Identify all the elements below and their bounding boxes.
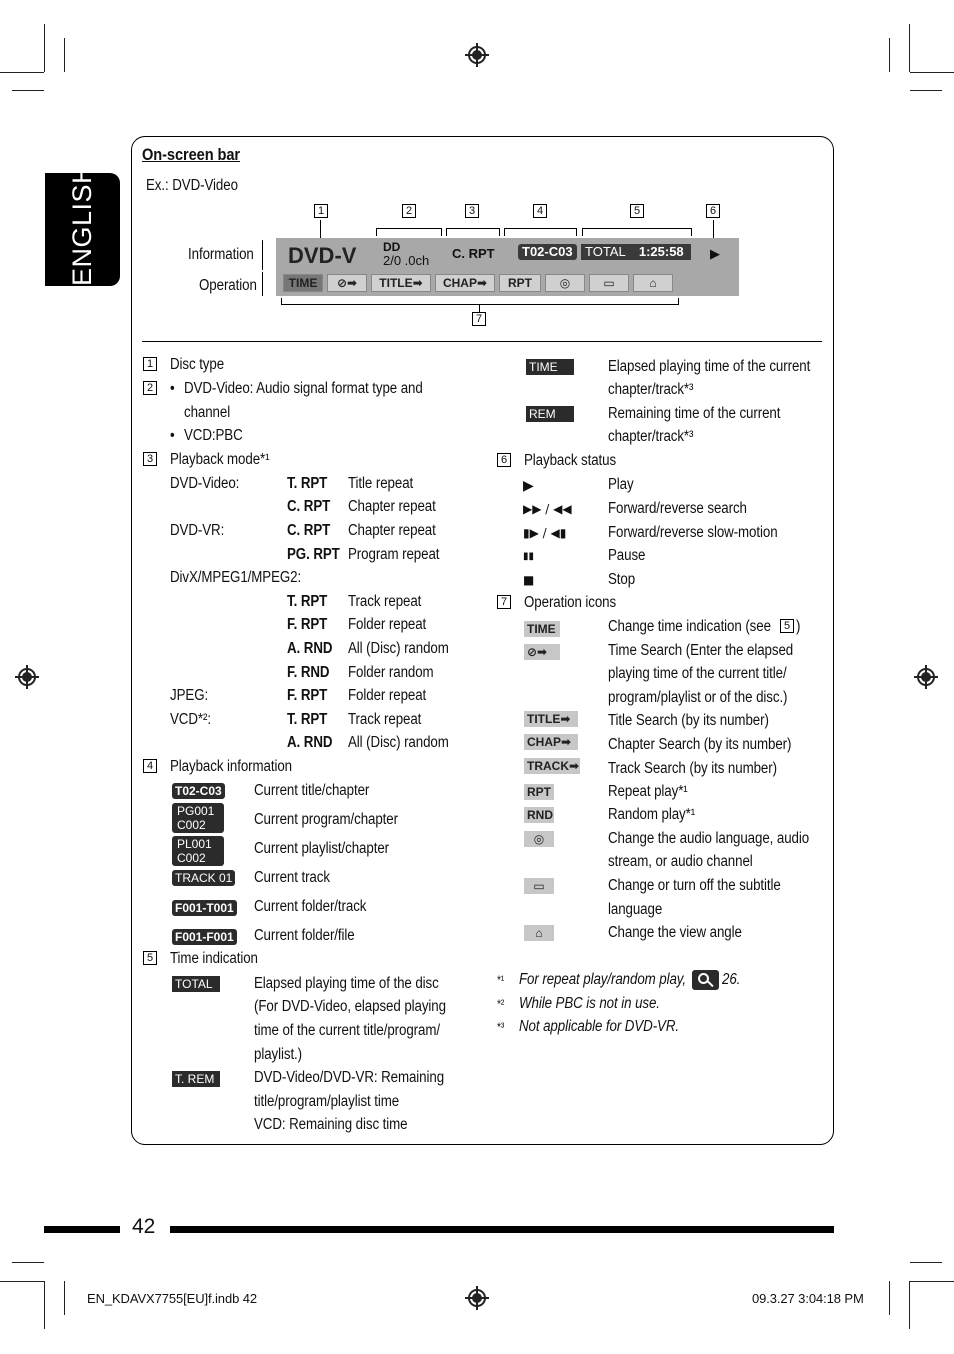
crop-mark xyxy=(909,1281,910,1329)
vcd-pbc-text: VCD:PBC xyxy=(184,427,243,444)
item-number: 4 xyxy=(143,759,157,773)
crop-mark xyxy=(12,1262,44,1263)
playback-info-desc: Current program/chapter xyxy=(254,811,398,828)
op-desc: program/playlist or of the disc.) xyxy=(608,689,788,706)
category-label: VCD*²: xyxy=(170,711,211,728)
category-label: DVD-Video: xyxy=(170,475,240,492)
callout-line xyxy=(281,304,679,305)
callout-6: 6 xyxy=(706,204,720,218)
footer-timestamp: 09.3.27 3:04:18 PM xyxy=(752,1291,864,1306)
footnote-text: While PBC is not in use. xyxy=(519,995,660,1012)
op-desc: Time Search (Enter the elapsed xyxy=(608,642,794,659)
status-desc: Pause xyxy=(608,547,646,564)
callout-line xyxy=(504,228,577,229)
bullet: • xyxy=(170,427,175,444)
crop-mark xyxy=(0,1281,44,1282)
item-number: 7 xyxy=(497,595,511,609)
callout-line xyxy=(479,304,480,312)
crop-mark xyxy=(44,1281,45,1329)
dvd-video-audio-text: channel xyxy=(184,404,231,421)
subtitle-button[interactable]: ▭ xyxy=(589,274,629,292)
crop-mark xyxy=(64,1281,65,1315)
time-indication-label: Time indication xyxy=(170,950,258,967)
mode-code: A. RND xyxy=(287,734,333,751)
playback-info-desc: Current folder/track xyxy=(254,898,367,915)
playback-status-label: Playback status xyxy=(524,452,617,469)
mode-desc: Track repeat xyxy=(348,593,422,610)
mode-code: C. RPT xyxy=(287,522,331,539)
callout-line xyxy=(441,228,442,236)
total-desc: (For DVD-Video, elapsed playing xyxy=(254,998,446,1015)
bracket-line xyxy=(262,240,263,270)
trem-desc: DVD-Video/DVD-VR: Remaining xyxy=(254,1069,445,1086)
status-desc: Stop xyxy=(608,571,636,588)
stop-status-icon: ■ xyxy=(523,573,535,587)
mode-code: T. RPT xyxy=(287,475,328,492)
callout-line xyxy=(582,228,583,236)
callout-5: 5 xyxy=(630,204,644,218)
mode-desc: Chapter repeat xyxy=(348,522,436,539)
category-label: DVD-VR: xyxy=(170,522,225,539)
crop-mark xyxy=(910,1262,942,1263)
osd-audio-logo: DD xyxy=(383,240,401,254)
bullet: • xyxy=(170,380,175,397)
status-desc: Forward/reverse search xyxy=(608,500,747,517)
op-desc: stream, or audio channel xyxy=(608,853,753,870)
pause-status-icon: ▮▮ xyxy=(523,551,535,562)
crop-mark xyxy=(909,24,910,72)
language-tab xyxy=(45,163,120,286)
time-desc: chapter/track*³ xyxy=(608,381,694,398)
footnote-mark: *³ xyxy=(497,1020,505,1034)
playback-info-desc: Current title/chapter xyxy=(254,782,370,799)
random-op-badge: RND xyxy=(524,807,554,823)
playback-info-desc: Current folder/file xyxy=(254,927,355,944)
playback-mode-label: Playback mode*¹ xyxy=(170,451,270,468)
program-chapter-badge xyxy=(172,803,224,833)
angle-button[interactable]: ⌂ xyxy=(633,274,673,292)
osd-playback-mode: C. RPT xyxy=(452,246,495,261)
mode-code: C. RPT xyxy=(287,498,331,515)
section-divider xyxy=(142,341,822,342)
op-desc: Change time indication (see xyxy=(608,618,771,635)
operation-icons-label: Operation icons xyxy=(524,594,617,611)
callout-1: 1 xyxy=(314,204,328,218)
footnote-mark: *¹ xyxy=(497,973,505,987)
mode-desc: Folder random xyxy=(348,664,434,681)
callout-line xyxy=(281,298,282,305)
mode-code: T. RPT xyxy=(287,711,328,728)
callout-line xyxy=(499,228,500,236)
callout-line xyxy=(582,228,692,229)
total-desc: playlist.) xyxy=(254,1046,303,1063)
registration-mark-icon xyxy=(465,1286,489,1310)
callout-line xyxy=(376,228,377,236)
page-bar xyxy=(44,1226,120,1233)
track-badge: TRACK 01 xyxy=(172,870,235,886)
time-button[interactable]: TIME xyxy=(283,274,323,292)
mode-code: F. RND xyxy=(287,664,330,681)
mode-code: PG. RPT xyxy=(287,546,340,563)
op-desc: Track Search (by its number) xyxy=(608,760,777,777)
op-desc: language xyxy=(608,901,663,918)
crop-mark xyxy=(0,72,44,73)
item-number: 6 xyxy=(497,453,511,467)
time-badge: TIME xyxy=(526,359,574,375)
angle-op-icon: ⌂ xyxy=(524,925,554,941)
op-desc: playing time of the current title/ xyxy=(608,665,787,682)
callout-line xyxy=(446,228,500,229)
page-number: 42 xyxy=(132,1215,156,1238)
subtitle-op-icon: ▭ xyxy=(524,878,554,894)
footnote-text: Not applicable for DVD-VR. xyxy=(519,1018,680,1035)
callout-line xyxy=(320,220,321,238)
crop-mark xyxy=(44,24,45,72)
bracket-line xyxy=(262,272,263,296)
callout-3: 3 xyxy=(465,204,479,218)
audio-button[interactable]: ◎ xyxy=(545,274,585,292)
footnote-ref: 26. xyxy=(722,971,741,988)
badge-line: C002 xyxy=(177,818,206,832)
mode-code: F. RPT xyxy=(287,616,328,633)
op-desc: Repeat play*¹ xyxy=(608,783,688,800)
page-bar xyxy=(170,1226,834,1233)
crop-mark xyxy=(12,90,44,91)
callout-line xyxy=(446,228,447,236)
osd-disc-type: DVD-V xyxy=(288,243,357,268)
mode-desc: Track repeat xyxy=(348,711,422,728)
badge-line: PG001 xyxy=(177,804,215,818)
item-number: 5 xyxy=(143,951,157,965)
status-desc: Forward/reverse slow-motion xyxy=(608,524,778,541)
language-label: ENGLISH xyxy=(67,163,97,286)
callout-7: 7 xyxy=(472,312,486,326)
total-badge: TOTAL xyxy=(172,976,220,992)
title-chapter-badge: T02-C03 xyxy=(172,783,225,799)
item-number: 3 xyxy=(143,452,157,466)
play-status-icon: ▶ xyxy=(523,478,534,494)
time-search-op-badge: ⊘➡ xyxy=(524,644,560,660)
operation-label: Operation xyxy=(199,277,257,294)
play-icon: ▶ xyxy=(710,246,720,261)
callout-line xyxy=(678,298,679,305)
badge-line: PL001 xyxy=(177,837,212,851)
crop-mark xyxy=(889,1281,890,1315)
callout-line xyxy=(713,220,714,238)
title-search-op-badge: TITLE➡ xyxy=(524,711,578,727)
registration-mark-icon xyxy=(465,43,489,67)
trem-desc: VCD: Remaining disc time xyxy=(254,1116,408,1133)
audio-op-icon: ◎ xyxy=(524,831,554,847)
search-status-icon: ▶▶ / ◀◀ xyxy=(523,502,572,516)
osd-time-type xyxy=(581,244,691,260)
crop-mark xyxy=(910,72,954,73)
callout-line xyxy=(691,228,692,236)
mode-desc: Folder repeat xyxy=(348,687,427,704)
remain-desc: chapter/track*³ xyxy=(608,428,694,445)
mode-desc: Program repeat xyxy=(348,546,440,563)
repeat-button[interactable]: RPT xyxy=(499,274,541,292)
op-desc: Random play*¹ xyxy=(608,806,696,823)
op-desc: Change the audio language, audio xyxy=(608,830,810,847)
crop-mark xyxy=(910,90,942,91)
dvd-video-audio-text: DVD-Video: Audio signal format type and xyxy=(184,380,423,397)
op-desc: Title Search (by its number) xyxy=(608,712,769,729)
callout-line xyxy=(376,228,442,229)
chapter-search-op-badge: CHAP➡ xyxy=(524,734,578,750)
registration-mark-icon xyxy=(15,665,39,689)
magnifier-icon xyxy=(692,970,719,990)
footnote-text: For repeat play/random play, xyxy=(519,971,687,988)
playback-info-label: Playback information xyxy=(170,758,293,775)
remain-desc: Remaining time of the current xyxy=(608,405,781,422)
footnote-mark: *² xyxy=(497,997,505,1011)
badge-line: C002 xyxy=(177,851,206,865)
footer-filename: EN_KDAVX7755[EU]f.indb 42 xyxy=(87,1291,257,1306)
remain-badge: REM xyxy=(526,406,574,422)
osd-time-type-text: TOTAL xyxy=(585,244,626,259)
registration-mark-icon xyxy=(914,665,938,689)
total-desc: time of the current title/program/ xyxy=(254,1022,441,1039)
folder-track-badge: F001-T001 xyxy=(172,900,237,916)
item-number: 2 xyxy=(143,381,157,395)
playlist-chapter-badge xyxy=(172,836,224,866)
mode-desc: All (Disc) random xyxy=(348,640,449,657)
category-label: JPEG: xyxy=(170,687,209,704)
title-remain-badge: T. REM xyxy=(172,1071,220,1087)
track-search-op-badge: TRACK➡ xyxy=(524,758,580,774)
status-desc: Play xyxy=(608,476,634,493)
mode-code: A. RND xyxy=(287,640,333,657)
item-number: 5 xyxy=(780,619,794,633)
total-desc: Elapsed playing time of the disc xyxy=(254,975,439,992)
crop-mark xyxy=(910,1281,954,1282)
op-desc: Change or turn off the subtitle xyxy=(608,877,781,894)
mode-desc: Chapter repeat xyxy=(348,498,436,515)
mode-desc: All (Disc) random xyxy=(348,734,449,751)
slow-motion-status-icon: ▮▶ / ◀▮ xyxy=(523,526,567,540)
category-label: DivX/MPEG1/MPEG2: xyxy=(170,569,302,586)
osd-audio-channel: 2/0 .0ch xyxy=(383,253,430,268)
playback-info-desc: Current playlist/chapter xyxy=(254,840,390,857)
op-desc: Chapter Search (by its number) xyxy=(608,736,792,753)
mode-code: T. RPT xyxy=(287,593,328,610)
op-desc: Change the view angle xyxy=(608,924,742,941)
information-label: Information xyxy=(188,246,254,263)
playback-info-desc: Current track xyxy=(254,869,330,886)
trem-desc: title/program/playlist time xyxy=(254,1093,400,1110)
callout-4: 4 xyxy=(533,204,547,218)
mode-desc: Folder repeat xyxy=(348,616,427,633)
crop-mark xyxy=(64,38,65,72)
repeat-op-badge: RPT xyxy=(524,784,554,800)
callout-2: 2 xyxy=(402,204,416,218)
callout-line xyxy=(504,228,505,236)
callout-line xyxy=(576,228,577,236)
item-number: 1 xyxy=(143,357,157,371)
osd-chapter: T02-C03 xyxy=(518,244,577,260)
example-label: Ex.: DVD-Video xyxy=(146,177,238,194)
time-op-badge: TIME xyxy=(524,621,560,637)
osd-time-value: 1:25:58 xyxy=(638,244,684,259)
op-desc: ) xyxy=(796,618,801,635)
chapter-search-button[interactable]: CHAP➡ xyxy=(435,274,495,292)
time-desc: Elapsed playing time of the current xyxy=(608,358,811,375)
mode-code: F. RPT xyxy=(287,687,328,704)
mode-desc: Title repeat xyxy=(348,475,414,492)
crop-mark xyxy=(889,38,890,72)
section-title: On-screen bar xyxy=(142,145,241,164)
disc-type-label: Disc type xyxy=(170,356,225,373)
title-search-button[interactable]: TITLE➡ xyxy=(371,274,431,292)
folder-file-badge: F001-F001 xyxy=(172,929,237,945)
time-search-button[interactable]: ⊘➡ xyxy=(327,274,367,292)
